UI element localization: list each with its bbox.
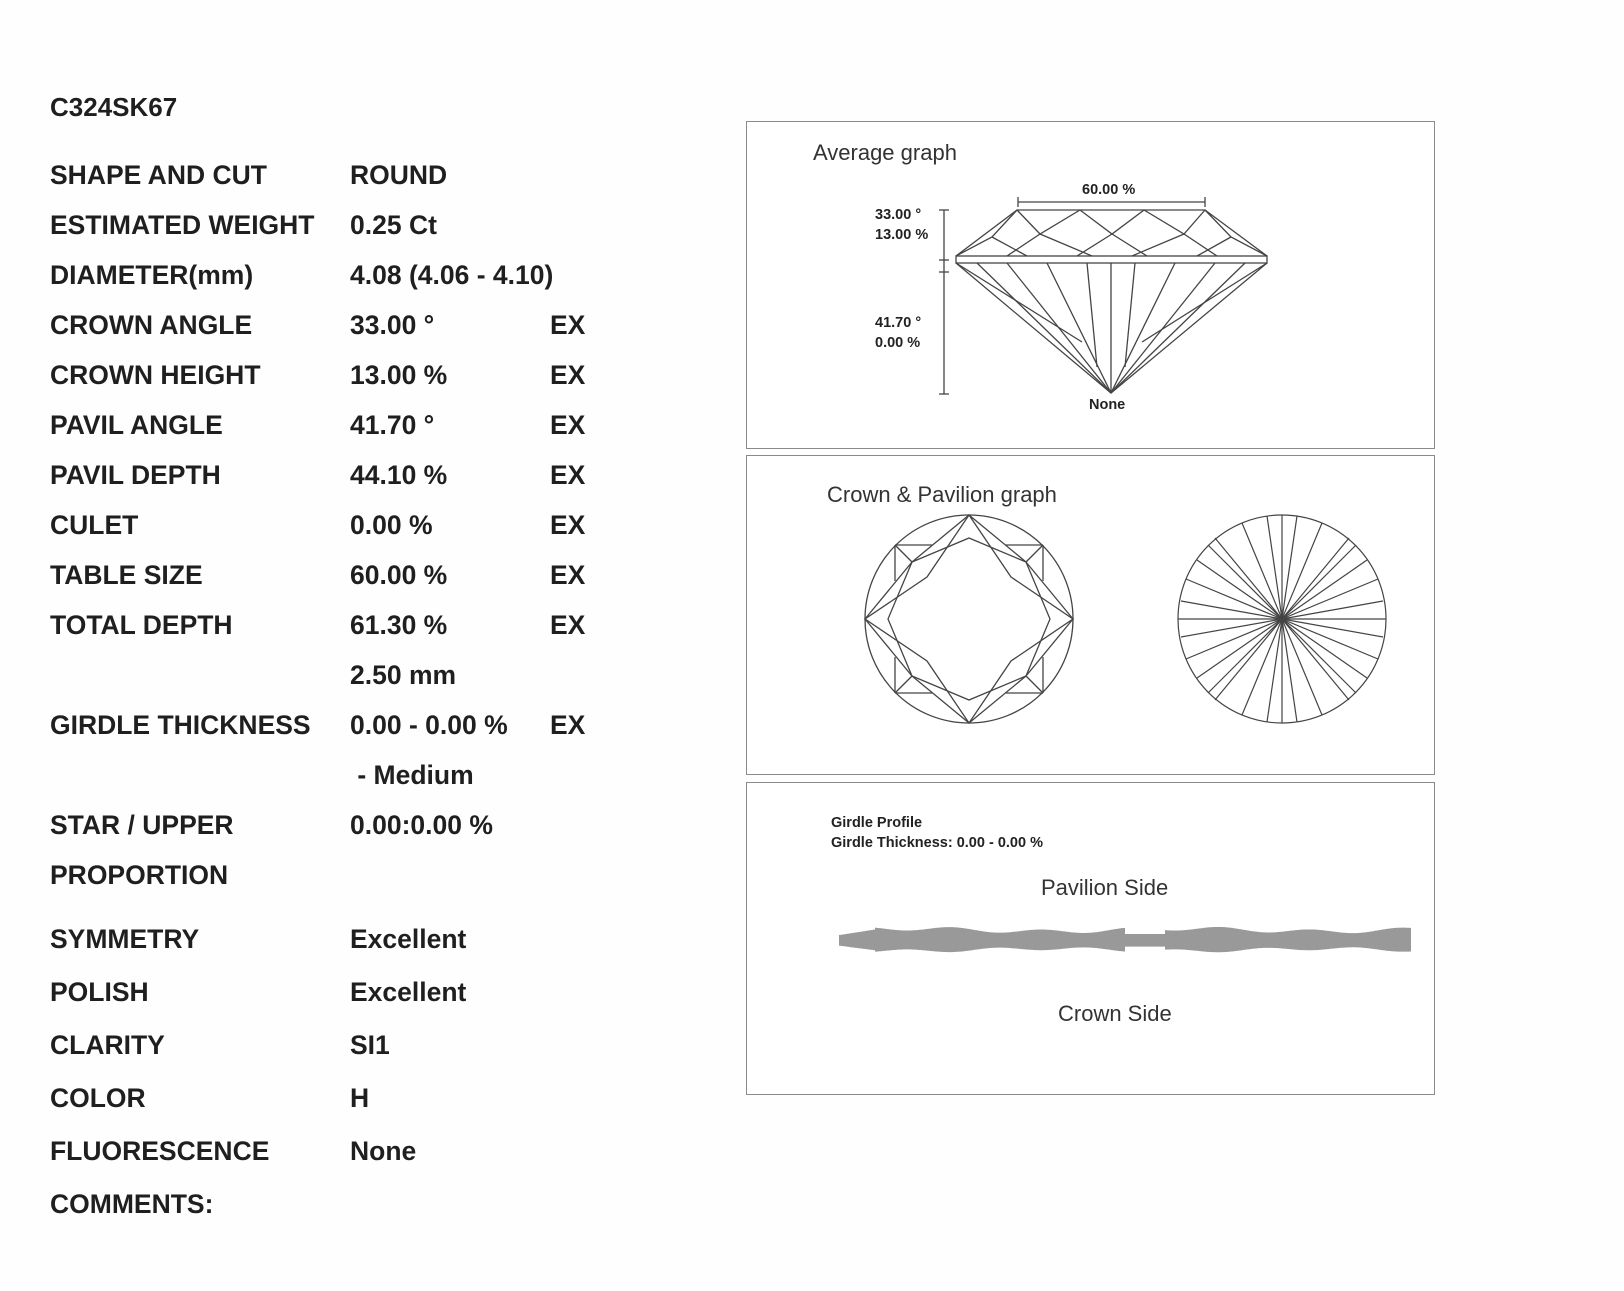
spec-value: H	[350, 1083, 370, 1113]
culet-percent-label: 0.00 %	[875, 335, 921, 351]
spec-value: 0.00 - 0.00 %	[350, 710, 508, 740]
spec-grade: EX	[550, 710, 586, 740]
spec-label: SHAPE AND CUT	[50, 160, 267, 190]
spec-value: 33.00 °	[350, 310, 435, 340]
spec-value: None	[350, 1136, 417, 1166]
spec-label: FLUORESCENCE	[50, 1136, 270, 1166]
spec-label: PAVIL ANGLE	[50, 410, 223, 440]
spec-label: TABLE SIZE	[50, 560, 203, 590]
girdle-thickness-label: Girdle Thickness: 0.00 - 0.00 %	[831, 835, 1043, 851]
spec-label: PROPORTION	[50, 860, 229, 890]
pavilion-bottom-view	[747, 456, 1434, 774]
spec-label: GIRDLE THICKNESS	[50, 710, 311, 740]
spec-label: COLOR	[50, 1083, 146, 1113]
crown-pavilion-panel	[746, 455, 1435, 775]
girdle-waveform	[747, 783, 1434, 1094]
pavilion-angle-label: 41.70 °	[875, 315, 922, 331]
spec-label: CLARITY	[50, 1030, 165, 1060]
spec-value: - Medium	[350, 760, 474, 790]
spec-value: 60.00 %	[350, 560, 448, 590]
spec-value: 0.25 Ct	[350, 210, 437, 240]
spec-grade: EX	[550, 460, 586, 490]
spec-value: 44.10 %	[350, 460, 448, 490]
spec-value: 13.00 %	[350, 360, 448, 390]
average-graph-panel	[746, 121, 1435, 449]
spec-value: 61.30 %	[350, 610, 448, 640]
average-graph-title: Average graph	[813, 140, 957, 165]
culet-label: None	[1089, 397, 1126, 413]
crown-side-label: Crown Side	[1058, 1001, 1172, 1026]
pavilion-side-label: Pavilion Side	[1041, 875, 1169, 900]
spec-value: ROUND	[350, 160, 448, 190]
spec-label: STAR / UPPER	[50, 810, 234, 840]
girdle-band	[956, 256, 1267, 263]
spec-label: POLISH	[50, 977, 149, 1007]
spec-value: Excellent	[350, 924, 467, 954]
spec-value: Excellent	[350, 977, 467, 1007]
spec-value: 0.00 %	[350, 510, 433, 540]
spec-value: 4.08 (4.06 - 4.10)	[350, 260, 554, 290]
spec-grade: EX	[550, 310, 586, 340]
diamond-profile-drawing	[747, 122, 1434, 448]
report-id: C324SK67	[50, 92, 178, 122]
girdle-profile-title: Girdle Profile	[831, 815, 923, 831]
spec-label: SYMMETRY	[50, 924, 200, 954]
spec-grade: EX	[550, 610, 586, 640]
spec-label: DIAMETER(mm)	[50, 260, 254, 290]
spec-label: ESTIMATED WEIGHT	[50, 210, 315, 240]
crown-height-label: 13.00 %	[875, 227, 929, 243]
table-percent-label: 60.00 %	[1082, 182, 1136, 198]
spec-grade: EX	[550, 560, 586, 590]
spec-label: PAVIL DEPTH	[50, 460, 221, 490]
spec-value: 0.00:0.00 %	[350, 810, 493, 840]
spec-value: 2.50 mm	[350, 660, 457, 690]
spec-value: 41.70 °	[350, 410, 435, 440]
spec-grade: EX	[550, 410, 586, 440]
spec-label: CULET	[50, 510, 139, 540]
spec-label: CROWN ANGLE	[50, 310, 253, 340]
spec-value: SI1	[350, 1030, 390, 1060]
girdle-profile-panel	[746, 782, 1435, 1095]
spec-label: CROWN HEIGHT	[50, 360, 261, 390]
crown-angle-label: 33.00 °	[875, 207, 922, 223]
spec-grade: EX	[550, 510, 586, 540]
crown-pavilion-title: Crown & Pavilion graph	[827, 482, 1057, 507]
spec-label: TOTAL DEPTH	[50, 610, 233, 640]
spec-grade: EX	[550, 360, 586, 390]
spec-label: COMMENTS:	[50, 1189, 214, 1219]
